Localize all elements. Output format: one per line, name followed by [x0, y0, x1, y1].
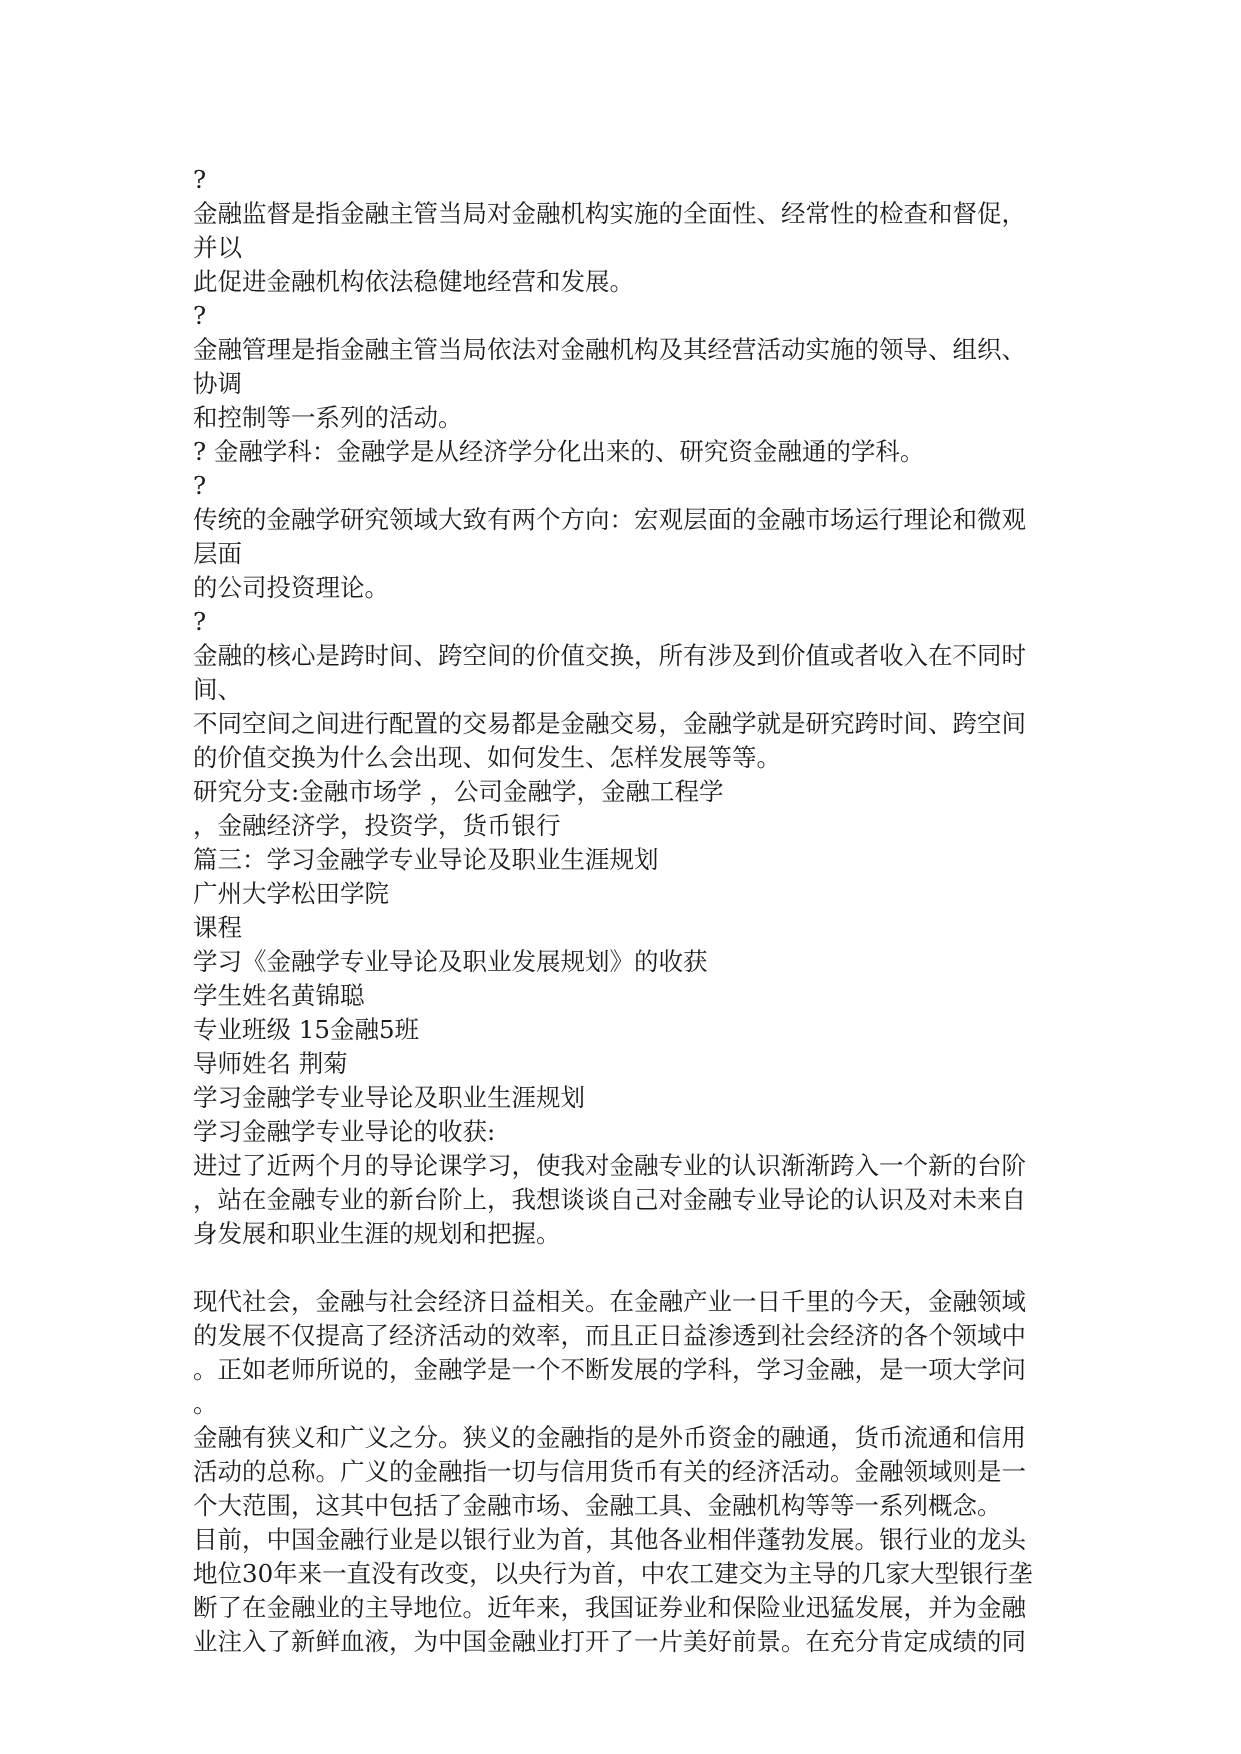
document-body — [193, 163, 1053, 1659]
text-line: 间、 — [193, 675, 242, 704]
text-line: 的公司投资理论。 — [193, 573, 389, 602]
text-line: 地位30年来一直没有改变，以央行为首，中农工建交为主导的几家大型银行垄 — [193, 1559, 1033, 1588]
text-line: 。正如老师所说的，金融学是一个不断发展的学科，学习金融，是一项大学问 — [193, 1355, 1026, 1384]
text-line: 活动的总称。广义的金融指一切与信用货币有关的经济活动。金融领域则是一 — [193, 1457, 1026, 1486]
text-line: 个大范围，这其中包括了金融市场、金融工具、金融机构等等一系列概念。 — [193, 1491, 1002, 1520]
text-line: 。 — [193, 1389, 218, 1418]
text-line: 协调 — [193, 369, 242, 398]
text-line: ，站在金融专业的新台阶上，我想谈谈自己对金融专业导论的认识及对未来自 — [193, 1185, 1026, 1214]
text-line: 断了在金融业的主导地位。近年来，我国证券业和保险业迅猛发展，并为金融 — [193, 1593, 1026, 1622]
text-line: ? — [193, 165, 207, 194]
text-line: 业注入了新鲜血液，为中国金融业打开了一片美好前景。在充分肯定成绩的同 — [193, 1627, 1026, 1656]
text-line: 的发展不仅提高了经济活动的效率，而且正日益渗透到社会经济的各个领域中 — [193, 1321, 1026, 1350]
text-line: ? — [193, 471, 207, 500]
text-line: 金融的核心是跨时间、跨空间的价值交换，所有涉及到价值或者收入在不同时 — [193, 641, 1026, 670]
text-line: 专业班级 15金融5班 — [193, 1015, 420, 1044]
text-line: 导师姓名 荆菊 — [193, 1049, 348, 1078]
text-line: ? 金融学科：金融学是从经济学分化出来的、研究资金融通的学科。 — [193, 437, 925, 466]
text-line: 广州大学松田学院 — [193, 879, 389, 908]
text-line: ? — [193, 301, 207, 330]
text-line: 进过了近两个月的导论课学习，使我对金融专业的认识渐渐跨入一个新的台阶 — [193, 1151, 1026, 1180]
text-line: ，金融经济学，投资学，货币银行 — [193, 811, 561, 840]
text-line: 学习《金融学专业导论及职业发展规划》的收获 — [193, 947, 708, 976]
text-line: 研究分支:金融市场学 ，公司金融学，金融工程学 — [193, 777, 724, 806]
text-line: 身发展和职业生涯的规划和把握。 — [193, 1219, 561, 1248]
text-line: 不同空间之间进行配置的交易都是金融交易，金融学就是研究跨时间、跨空间 — [193, 709, 1026, 738]
text-line: 现代社会，金融与社会经济日益相关。在金融产业一日千里的今天，金融领域 — [193, 1287, 1026, 1316]
text-line: 金融有狭义和广义之分。狭义的金融指的是外币资金的融通，货币流通和信用 — [193, 1423, 1026, 1452]
text-line: 学生姓名黄锦聪 — [193, 981, 365, 1010]
text-line: 金融管理是指金融主管当局依法对金融机构及其经营活动实施的领导、组织、 — [193, 335, 1026, 364]
text-line: ? — [193, 607, 207, 636]
text-line: 传统的金融学研究领域大致有两个方向：宏观层面的金融市场运行理论和微观 — [193, 505, 1026, 534]
text-line: 层面 — [193, 539, 242, 568]
text-line: 目前，中国金融行业是以银行业为首，其他各业相伴蓬勃发展。银行业的龙头 — [193, 1525, 1026, 1554]
text-line: 的价值交换为什么会出现、如何发生、怎样发展等等。 — [193, 743, 781, 772]
blank-line — [193, 1251, 1053, 1285]
text-line: 并以 — [193, 233, 242, 262]
text-line: 学习金融学专业导论的收获: — [193, 1117, 496, 1146]
section-heading: 篇三：学习金融学专业导论及职业生涯规划 — [193, 845, 659, 874]
text-line: 学习金融学专业导论及职业生涯规划 — [193, 1083, 585, 1112]
text-line: 此促进金融机构依法稳健地经营和发展。 — [193, 267, 634, 296]
text-line: 和控制等一系列的活动。 — [193, 403, 463, 432]
text-line: 金融监督是指金融主管当局对金融机构实施的全面性、经常性的检查和督促， — [193, 199, 1026, 228]
text-line: 课程 — [193, 913, 242, 942]
